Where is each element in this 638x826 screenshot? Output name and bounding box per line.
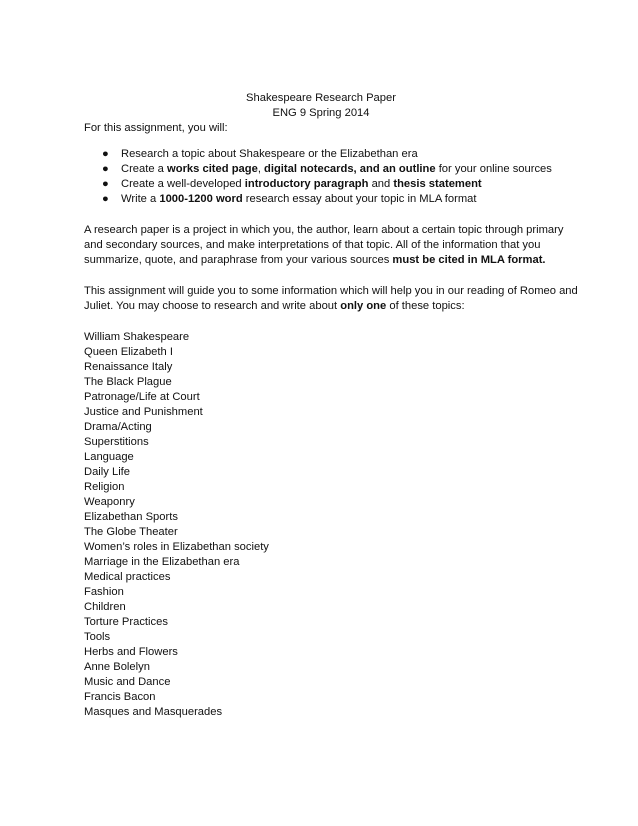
topic-item: The Globe Theater [84,526,178,538]
topic-item: Women’s roles in Elizabethan society [84,541,269,553]
task-item [84,177,584,192]
task-list [84,147,584,207]
topic-item: Language [84,451,134,463]
bullet-icon: ● [102,163,109,175]
paragraph-text: A research paper is a project in which you, the author, learn about a certain topic through primary and secondary sources, and make interpretations of that topic. All of the information that you summarize, quote, and paraphrase from your various sources [84,224,564,266]
topic-item: Queen Elizabeth I [84,346,173,358]
task-bold-text: thesis statement [393,178,482,190]
topic-item: Marriage in the Elizabethan era [84,556,240,568]
paragraph-assignment-guide [84,284,584,314]
task-text: Research a topic about Shakespeare or the Elizabethan era [121,148,418,160]
task-item [84,192,584,207]
paragraph-research-definition [84,223,584,268]
topic-item: Music and Dance [84,676,171,688]
paragraph-text: of these topics: [386,300,465,312]
task-bold-text: digital notecards, and an outline [264,163,436,175]
topic-item: Tools [84,631,111,643]
bullet-icon: ● [102,178,109,190]
topic-item: Herbs and Flowers [84,646,178,658]
topic-item: Anne Bolelyn [84,661,150,673]
task-text: , [257,163,265,175]
task-text: research essay about your topic in MLA format [242,193,477,205]
task-item [84,147,584,162]
task-bold-text: introductory paragraph [244,178,369,190]
topic-item: Religion [84,481,125,493]
bullet-icon: ● [102,193,109,205]
topic-item: The Black Plague [84,376,172,388]
topic-item: Weaponry [84,496,135,508]
intro-text: For this assignment, you will: [84,122,228,134]
topic-item: Medical practices [84,571,171,583]
topic-item: Renaissance Italy [84,361,173,373]
paragraph-text: This assignment will guide you to some information which will help you in our reading of Romeo and Juliet. You may choose to research and write about [84,285,578,312]
task-item [84,162,584,177]
topic-item: Francis Bacon [84,691,156,703]
task-text: Create a well-developed [121,178,245,190]
topic-item: William Shakespeare [84,331,190,343]
topic-item: Superstitions [84,436,149,448]
task-text: Create a [121,163,168,175]
topic-item: Children [84,601,126,613]
paragraph-bold-text: only one [340,300,387,312]
topic-item: Daily Life [84,466,131,478]
topic-item: Elizabethan Sports [84,511,178,523]
document-subtitle: ENG 9 Spring 2014 [272,107,370,119]
document-content [84,91,584,720]
document-title: Shakespeare Research Paper [246,92,396,104]
bullet-icon: ● [102,148,109,160]
task-text: Write a [121,193,160,205]
topic-item: Justice and Punishment [84,406,203,418]
task-text: and [368,178,394,190]
topic-item: Drama/Acting [84,421,152,433]
topic-item: Patronage/Life at Court [84,391,200,403]
task-text: for your online sources [435,163,552,175]
topic-item: Fashion [84,586,124,598]
task-bold-text: 1000-1200 word [159,193,243,205]
task-bold-text: works cited page [167,163,258,175]
paragraph-bold-text: must be cited in MLA format. [392,254,546,266]
topic-item: Torture Practices [84,616,168,628]
topic-item: Masques and Masquerades [84,706,223,718]
topic-list [84,330,584,720]
